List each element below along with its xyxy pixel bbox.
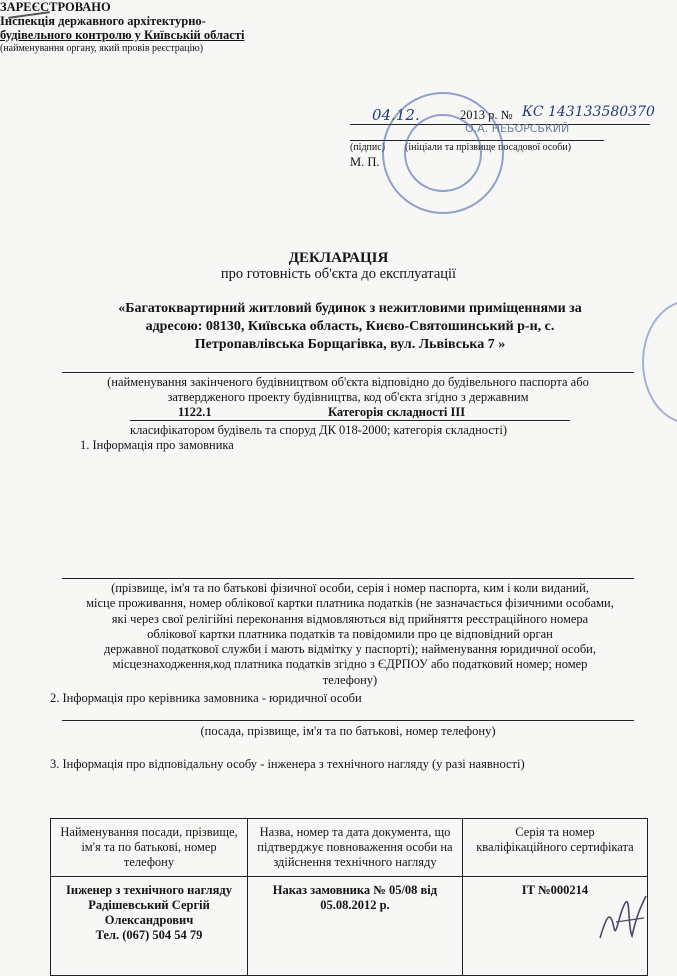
object-line1: «Багатоквартирний житловий будинок з нежитловими приміщеннями за [118, 301, 582, 316]
certificate-cell: ІТ №000214 [462, 877, 647, 976]
handwritten-date: 04.12. [372, 106, 420, 124]
object-underline [62, 372, 634, 373]
header-cell: Назва, номер та дата документа, що підтверджує повноваження особи на здійснення технічного нагляду [248, 819, 463, 877]
registration-number: КС 143133580370 [522, 104, 655, 120]
section3-heading: 3. Інформація про відповідальну особу - інженера з технічного нагляду (у разі наявності) [50, 757, 525, 771]
table-header-row [51, 819, 648, 877]
complexity-category: Категорія складності ІІІ [328, 405, 466, 419]
object-caption [62, 375, 634, 405]
person-line1: Інженер з технічного нагляду [66, 883, 232, 897]
classifier-underline [130, 420, 570, 421]
caption-line: місце проживання, номер облікової картки платника податків (не зазначається фізичними особами, [86, 596, 614, 611]
object-caption-line2: затвердженого проекту будівництва, код об'єкта згідно з державним [167, 390, 529, 404]
header-cell: Найменування посади, прізвище, ім'я та по батькові, номер телефону [51, 819, 248, 877]
section2-underline [62, 720, 634, 721]
declaration-subtitle: про готовність об'єкта до експлуатації [220, 266, 457, 282]
caption-line: державної податкової служби і мають відмітку у паспорті); найменування юридичної особи, [104, 642, 596, 657]
person-line2: Радішевський Сергій [88, 898, 210, 912]
object-line2: адресою: 08130, Київська область, Києво-Святошинський р-н, с. [145, 319, 555, 334]
caption-line: місцезнаходження,код платника податків згідно з ЄДРПОУ або податковий номер; номер [112, 657, 588, 672]
object-line3: Петропавлівська Борщагівка, вул. Львівська 7 » [194, 337, 506, 352]
section1-underline [62, 578, 634, 579]
person-cell [51, 877, 248, 976]
registration-title: ЗАРЕЄСТРОВАНО [0, 0, 111, 14]
signatory-name: О.А. НЕБОРСЬКИЙ [465, 122, 570, 135]
building-code: 1122.1 [178, 405, 212, 419]
authority-line1: Інспекція державного архітектурно- [0, 14, 206, 28]
caption-line: які через свої релігійні переконання відмовляються від прийняття реєстраційного номера [111, 611, 589, 626]
header-cell: Серія та номер кваліфікаційного сертифіката [462, 819, 647, 877]
authority-caption: (найменування органу, який провів реєстрацію) [0, 43, 204, 54]
caption-line: (прізвище, ім'я та по батькові фізичної особи, серія і номер паспорта, ким і коли виданий, [111, 581, 589, 595]
round-seal-inner [404, 114, 482, 192]
registration-block [0, 0, 320, 56]
declaration-title: ДЕКЛАРАЦІЯ [288, 250, 389, 266]
classifier-caption: класифікатором будівель та споруд ДК 018-2000; категорія складності) [130, 423, 507, 437]
document-cell: Наказ замовника № 05/08 від 05.08.2012 р. [248, 877, 463, 976]
table-row [51, 877, 648, 976]
object-name [80, 300, 620, 354]
person-line3: Олександрович [104, 913, 194, 927]
caption-line: телефону) [322, 672, 378, 687]
tech-supervision-table [50, 818, 648, 976]
person-line4: Тел. (067) 504 54 79 [95, 928, 203, 942]
edge-seal [642, 300, 677, 424]
section2-heading: 2. Інформація про керівника замовника - юридичної особи [50, 691, 362, 705]
section2-caption: (посада, прізвище, ім'я та по батькові, номер телефону) [200, 724, 496, 738]
section1-caption [50, 581, 650, 688]
object-caption-line1: (найменування закінченого будівництвом об'єкта відповідно до будівельного паспорта або [107, 375, 589, 389]
section1-heading: 1. Інформація про замовника [80, 438, 234, 452]
registration-year: 2013 р. № [460, 108, 513, 122]
seal-label: М. П. [350, 155, 380, 169]
authority-line2: будівельного контролю у Київській області [0, 28, 245, 42]
signature-caption: (підпис) (ініціали та прізвище посадової особи) [350, 142, 572, 153]
signature-scribble [596, 888, 656, 948]
caption-line: облікової картки платника податків та повідомили про це відповідний орган [147, 626, 553, 641]
